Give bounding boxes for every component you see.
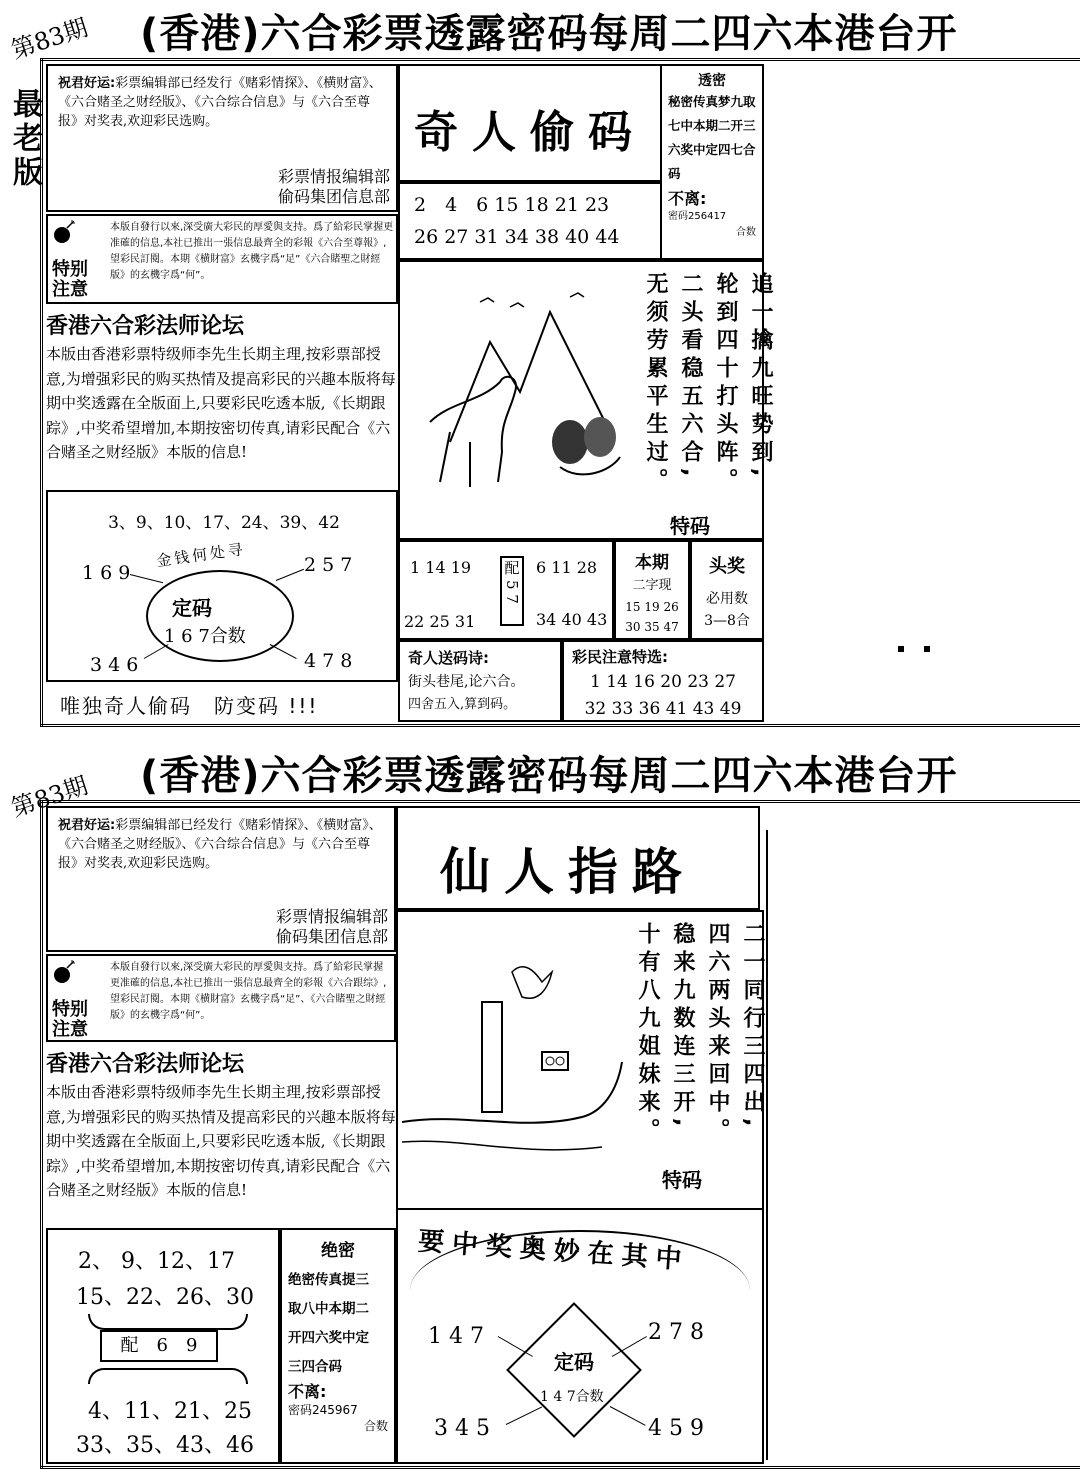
fixed-code-value: 1 4 7合数 bbox=[540, 1389, 604, 1405]
forum-title: 香港六合彩法师论坛 bbox=[46, 1052, 245, 1077]
arrow-line bbox=[506, 1407, 542, 1425]
issue-number: 第83期 bbox=[7, 771, 92, 823]
bomb-icon bbox=[52, 220, 76, 244]
pei-center-box bbox=[500, 556, 524, 626]
benqi-sub: 二字现 bbox=[632, 578, 672, 593]
benqi-box bbox=[614, 540, 690, 640]
poem-column: 四六两头来回中。 bbox=[705, 922, 730, 1146]
illustration-box bbox=[396, 910, 764, 1210]
border-chain-bottom bbox=[40, 724, 1080, 727]
greeting-box bbox=[46, 806, 396, 952]
poem2-line-2: 四舍五入,算到码。 bbox=[408, 697, 517, 712]
dot-mark bbox=[898, 646, 904, 652]
page-title: (香港)六合彩票透露密码每周二四六本港台开 bbox=[140, 753, 958, 799]
numbers-box bbox=[398, 182, 662, 260]
poem-column: 无须劳累平生过。 bbox=[643, 272, 668, 496]
notice-box bbox=[46, 214, 398, 304]
list-row-2: 15、22、26、30 bbox=[76, 1285, 254, 1310]
secret-line: 开四六奖中定 bbox=[288, 1330, 369, 1346]
big-title: 奇人偷码 bbox=[414, 107, 646, 158]
code-label: 密码245967 bbox=[288, 1403, 358, 1417]
number-diagram-box bbox=[46, 490, 398, 682]
greeting-box bbox=[46, 64, 398, 212]
number-left-bottom: 3 4 6 bbox=[90, 654, 139, 676]
number-list-box bbox=[46, 1228, 280, 1464]
secret-line: 绝密传真提三 bbox=[288, 1272, 369, 1288]
fixed-code-value: 1 6 7合数 bbox=[164, 626, 246, 647]
border-chain-left bbox=[40, 800, 43, 1468]
secret-text: 秘密传真梦九取七中本期二开三六奖中定四七合码 bbox=[668, 94, 756, 181]
poem-columns bbox=[632, 922, 768, 1146]
heshu-label: 合数 bbox=[736, 227, 756, 238]
poem-column: 轮到四十打头阵。 bbox=[713, 272, 738, 496]
bomb-icon bbox=[52, 960, 76, 984]
brace-bottom bbox=[88, 1368, 248, 1384]
benqi-row-1: 15 19 26 bbox=[625, 600, 679, 614]
numbers-row-2: 26 27 31 34 38 40 44 bbox=[414, 226, 620, 248]
issue-number: 第83期 bbox=[7, 13, 92, 65]
toujiang-label: 头奖 bbox=[709, 556, 745, 577]
edition-label: 最老版 bbox=[7, 88, 42, 190]
toujiang-box bbox=[690, 540, 764, 640]
greeting-sign-2: 偷码集团信息部 bbox=[277, 187, 390, 206]
special-code-label: 特码 bbox=[670, 514, 710, 538]
poem-column: 二头看稳五六合, bbox=[678, 272, 703, 483]
number-right-top: 2 7 8 bbox=[648, 1320, 704, 1345]
arc-text: 要中奖奥妙在其中 bbox=[417, 1226, 691, 1276]
buli-label: 不离: bbox=[668, 189, 707, 208]
pick-title: 彩民注意特选: bbox=[572, 648, 668, 666]
big-title-box bbox=[396, 806, 760, 910]
arrow-line bbox=[144, 644, 169, 659]
greeting-sign-2: 偷码集团信息部 bbox=[275, 927, 388, 946]
toujiang-sub: 必用数 bbox=[706, 591, 748, 607]
fixed-code-label: 定码 bbox=[554, 1350, 594, 1374]
poem-column: 十有八九姐妹来。 bbox=[635, 922, 660, 1146]
forum-box bbox=[46, 312, 398, 488]
list-row-1: 2、 9、12、17 bbox=[78, 1249, 235, 1274]
pick-row-1: 1 14 16 20 23 27 bbox=[590, 672, 736, 692]
arrow-line bbox=[270, 644, 297, 659]
benqi-label: 本期 bbox=[635, 553, 669, 573]
heshu-label: 合数 bbox=[363, 1419, 388, 1433]
poem2-title: 奇人送码诗: bbox=[408, 649, 489, 667]
poem2-line-1: 街头巷尾,论六合。 bbox=[408, 674, 525, 690]
arrow-line bbox=[130, 574, 163, 583]
notice-label: 特别注意 bbox=[52, 999, 88, 1040]
number-left-top: 1 6 9 bbox=[82, 562, 131, 584]
notice-text: 本版自發行以來,深受廣大彩民的厚愛與支持。爲了給彩民掌握更准確的信息,本社已推出一張信息最齊全的彩報《六合至尊報》,望彩民訂閱。本期《横財富》玄機字爲“足”《六合賭聖之財經版》的玄機字爲“何”。 bbox=[110, 222, 394, 281]
greeting-label: 祝君好运: bbox=[58, 818, 116, 833]
bird-illustration bbox=[402, 942, 628, 1172]
forum-text: 本版由香港彩票特级师李先生长期主理,按彩票部授意,为增强彩民的购买热情及提高彩民的兴趣本版将每期中奖透露在全版面上,只要彩民吃透本版,《长期跟踪》,中奖希望增加,本期按密切传真,请彩民配合《六合赌圣之财经版》本版的信息! bbox=[46, 1083, 396, 1199]
secret-box bbox=[280, 1228, 396, 1464]
secret-line: 三四合码 bbox=[288, 1359, 342, 1375]
number-list: 3、9、10、17、24、39、42 bbox=[108, 513, 340, 533]
forum-box bbox=[46, 1050, 396, 1226]
benqi-row-2: 30 35 47 bbox=[625, 620, 679, 634]
pei-center-value: 5 7 bbox=[503, 580, 521, 604]
pei-left-row-2: 22 25 31 bbox=[404, 612, 476, 631]
secret-title: 透密 bbox=[698, 73, 726, 89]
greeting-text: 彩票编辑部已经发行《赌彩情探》、《横财富》、《六合赌圣之财经版》、《六合综合信息》与《六合至尊报》对奖表,欢迎彩民选购。 bbox=[58, 76, 382, 129]
illustration-box bbox=[398, 260, 773, 540]
forum-title: 香港六合彩法师论坛 bbox=[46, 314, 245, 339]
page-title: (香港)六合彩票透露密码每周二四六本港台开 bbox=[140, 11, 958, 57]
right-border-line bbox=[766, 830, 770, 1460]
code-label: 密码256417 bbox=[668, 211, 727, 222]
pick-box bbox=[562, 640, 764, 722]
notice-text: 本版自發行以來,深受廣大彩民的厚愛與支持。爲了給彩民掌握更准確的信息,本社已推出一張信息最齊全的彩報《六合跟综》,望彩民訂閱。本期《横財富》玄機字爲“足”、《六合賭聖之財經版》的玄機字爲“何”。 bbox=[110, 962, 387, 1021]
big-title: 仙人指路 bbox=[440, 842, 696, 901]
secret-box bbox=[660, 64, 764, 260]
poem-column: 二一同行三四出, bbox=[740, 922, 765, 1133]
special-code-label: 特码 bbox=[662, 1168, 702, 1192]
greeting-sign-1: 彩票情报编辑部 bbox=[275, 907, 388, 926]
notice-label: 特别注意 bbox=[52, 259, 88, 300]
number-right-bottom: 4 5 9 bbox=[648, 1416, 704, 1441]
big-title-box bbox=[398, 64, 662, 182]
forum-text: 本版由香港彩票特级师李先生长期主理,按彩票部授意,为增强彩民的购买热情及提高彩民的兴趣本版将每期中奖透露在全版面上,只要彩民吃透本版,《长期跟踪》,中奖希望增加,本期按密切传真,请彩民配合《六合赌圣之财经版》本版的信息! bbox=[46, 345, 396, 461]
border-chain-top bbox=[40, 58, 1080, 61]
fixed-code-ellipse bbox=[146, 570, 294, 662]
arrow-line bbox=[610, 1406, 646, 1426]
number-left-top: 1 4 7 bbox=[428, 1324, 484, 1349]
greeting-sign-1: 彩票情报编辑部 bbox=[277, 167, 390, 186]
poem2-box bbox=[398, 640, 562, 722]
list-row-4: 33、35、43、46 bbox=[76, 1433, 254, 1458]
pei-right-row-2: 34 40 43 bbox=[536, 610, 608, 629]
dot-mark bbox=[924, 646, 930, 652]
diamond-diagram-box bbox=[396, 1210, 764, 1464]
border-chain-bottom bbox=[40, 1466, 1080, 1469]
number-right-bottom: 4 7 8 bbox=[304, 650, 353, 672]
buli-label: 不离: bbox=[288, 1382, 327, 1401]
pick-row-2: 32 33 36 41 43 49 bbox=[584, 699, 742, 719]
number-left-bottom: 3 4 5 bbox=[434, 1416, 490, 1441]
pei-right-row-1: 6 11 28 bbox=[536, 558, 598, 577]
arrow-line bbox=[276, 569, 304, 581]
border-chain-top bbox=[40, 800, 1080, 803]
number-right-top: 2 5 7 bbox=[304, 554, 353, 576]
secret-line: 取八中本期二 bbox=[288, 1301, 369, 1317]
toujiang-range: 3—8合 bbox=[704, 613, 750, 629]
poem-column: 追一擒九旺势到, bbox=[748, 272, 773, 483]
poem-column: 稳来九数连三开, bbox=[670, 922, 695, 1133]
greeting-text: 彩票编辑部已经发行《赌彩情探》、《横财富》、《六合赌圣之财经版》、《六合综合信息》与《六合至尊报》对奖表,欢迎彩民选购。 bbox=[58, 818, 382, 871]
notice-box bbox=[46, 954, 396, 1042]
horse-illustration bbox=[410, 272, 640, 502]
numbers-row-1: 2 4 6 15 18 21 23 bbox=[414, 194, 610, 216]
pei-label: 配 bbox=[504, 559, 520, 577]
secret-title: 绝密 bbox=[321, 1241, 355, 1261]
pei-box bbox=[398, 540, 614, 640]
pei-left-row-1: 1 14 19 bbox=[410, 558, 472, 577]
pei-value: 配 6 9 bbox=[100, 1330, 218, 1362]
arc-text: 金钱何处寻 bbox=[155, 539, 247, 571]
poem-columns bbox=[640, 272, 776, 496]
greeting-label: 祝君好运: bbox=[58, 76, 116, 91]
brace-top bbox=[88, 1314, 248, 1330]
list-row-3: 4、11、21、25 bbox=[88, 1399, 252, 1424]
fixed-code-label: 定码 bbox=[172, 596, 212, 620]
slogan: 唯独奇人偷码 防变码 !!! bbox=[60, 694, 319, 718]
